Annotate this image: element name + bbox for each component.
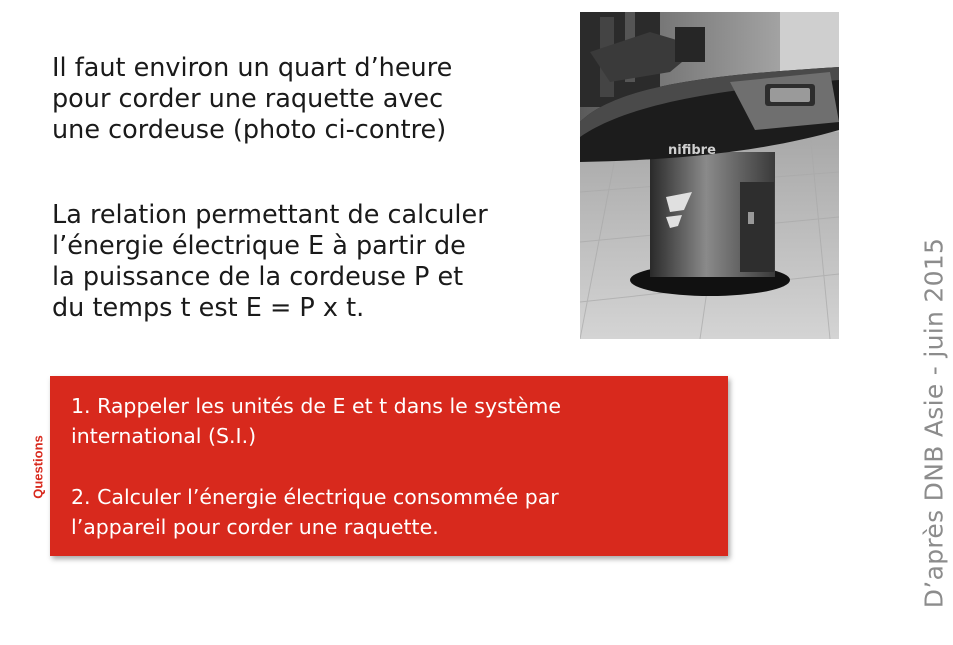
- intro-line: pour corder une raquette avec: [52, 84, 444, 114]
- machine-brand-text: nifibre: [668, 143, 716, 158]
- intro-line: une cordeuse (photo ci-contre): [52, 115, 447, 145]
- question-1: [71, 391, 561, 451]
- source-citation: D’après DNB Asie - juin 2015: [919, 237, 949, 609]
- questions-side-label: Questions: [30, 435, 46, 499]
- question-2-line: 2. Calculer l’énergie électrique consommée par: [71, 485, 559, 509]
- relation-line: du temps t est E = P x t.: [52, 293, 365, 323]
- questions-box: [50, 376, 728, 556]
- question-2-line: l’appareil pour corder une raquette.: [71, 515, 439, 539]
- relation-line: l’énergie électrique E à partir de: [52, 231, 466, 261]
- question-1-line: 1. Rappeler les unités de E et t dans le système: [71, 394, 561, 418]
- relation-paragraph: [52, 200, 488, 324]
- relation-line: La relation permettant de calculer: [52, 200, 488, 230]
- intro-paragraph: [52, 53, 452, 146]
- stringing-machine-photo: [580, 12, 839, 339]
- relation-line: la puissance de la cordeuse P et: [52, 262, 464, 292]
- question-2: [71, 482, 559, 542]
- intro-line: Il faut environ un quart d’heure: [52, 53, 453, 83]
- question-1-line: international (S.I.): [71, 424, 257, 448]
